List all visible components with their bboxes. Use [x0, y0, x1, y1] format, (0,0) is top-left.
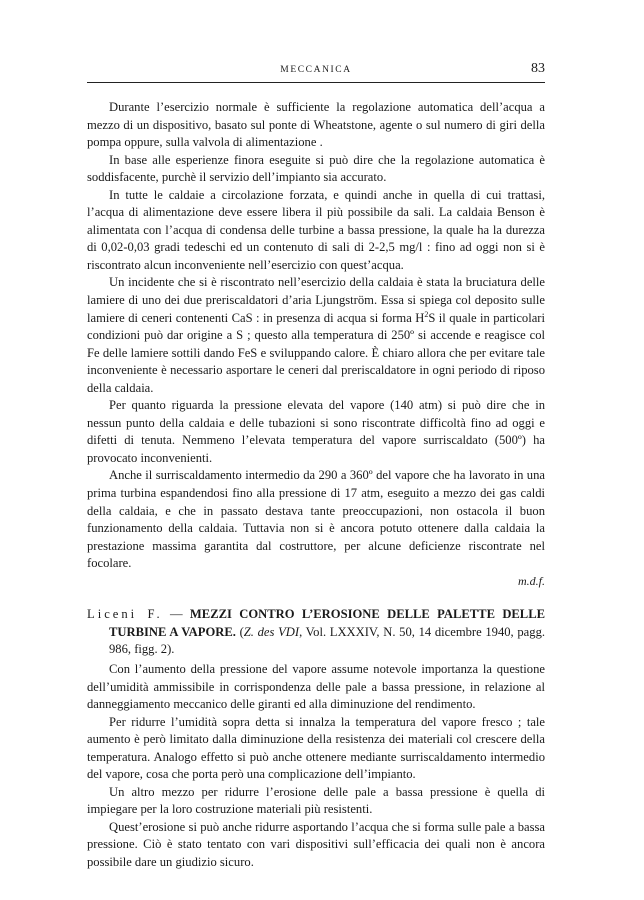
paragraph: Un altro mezzo per ridurre l’erosione delle pale a bassa pressione è quella di impiegare per la loro costruzione materiali più resistenti. [87, 784, 545, 817]
paragraph: Durante l’esercizio normale è sufficiente la regolazione automatica dell’acqua a mezzo di un dispositivo, basato sul ponte di Wheatstone, agente o sul numero di giri della pompa oppure, sulla valvola di alimentazione . [87, 100, 545, 150]
page [87, 58, 545, 872]
text-run: S il quale in particolari condizioni può dar origine a S ; questo alla temperatura di 250º si accende e reagisce col Fe delle lamiere sottili dando FeS e sviluppando calore. È chiaro allora che per evitare tale inconveniente è necessario asportare le ceneri dal preriscaldatore in ogni periodo di riposo della caldaia. [87, 310, 545, 395]
paragraph [87, 274, 545, 397]
paragraph: Con l’aumento della pressione del vapore assume notevole importanza la questione dell’umidità ammissibile in corrispondenza delle pale a bassa pressione, in relazione al danneggiamento meccanico delle giranti ed alla diminuzione del rendimento. [87, 661, 545, 712]
paragraph: Anche il surriscaldamento intermedio da 290 a 360º del vapore che ha lavorato in una prima turbina espandendosi fino alla pressione di 17 atm, eseguito a mezzo dei gas caldi della caldaia, e che in passato destava tante preoccupazioni, non ostacola il buon funzionamento della caldaia. Tuttavia non si è ancora potuto ottenere dalla caldaia la prestazione massima garantita dal costruttore, per alcune deficienze riscontrate nel focolare. [87, 468, 545, 571]
source-details: , Vol. LXXXIV, N. 50, 14 dicembre 1940, pagg. 986, figg. 2). [109, 624, 546, 657]
running-title: MECCANICA [280, 65, 352, 75]
paragraph: Quest’erosione si può anche ridurre asportando l’acqua che si forma sulle pale a bassa pressione. Ciò è stato tentato con vari dispositivi sull’efficacia dei quali non è ancora possibile dare un giudizio sicuro. [87, 819, 545, 869]
paragraph: Per quanto riguarda la pressione elevata del vapore (140 atm) si può dire che in nessun punto della caldaia e delle tubazioni si sono riscontrate difficoltà fino ad oggi e difetti di tenuta. Nemmeno l’elevata temperatura del vapore surriscaldato (500º) ha provocato inconvenienti. [87, 398, 545, 465]
article-erosion [87, 661, 545, 872]
text-run: Un incidente che si è riscontrato nell’esercizio della caldaia è stata la bruciatura delle lamiere di uno dei due preriscaldatori d’aria Ljungström. Essa si spiega col deposito sulle lamiere di ceneri contenenti CaS : in presenza di acqua si forma H [87, 275, 545, 325]
paragraph: Per ridurre l’umidità sopra detta si innalza la temperatura del vapore fresco ; tale aumento è però limitato dalla diminuzione della resistenza dei materiali col crescere della temperatura. Analogo effetto si può anche ottenere mediante surriscaldamento intermedio del vapore, cosa che porta però una complicazione dell’impianto. [87, 714, 545, 782]
page-number: 83 [531, 61, 545, 76]
source-open: ( [235, 624, 244, 639]
page-header [87, 58, 545, 80]
article-boiler-continuation [87, 99, 545, 573]
article-heading [87, 606, 545, 659]
author-signature: m.d.f. [518, 573, 545, 588]
heading-dash: — [162, 607, 190, 622]
superscript: 2 [424, 309, 429, 319]
paragraph: In tutte le caldaie a circolazione forzata, e quindi anche in quella di cui trattasi, l’acqua di alimentazione deve essere libera il più possibile da sali. La caldaia Benson è alimentata con l’acqua di condensa delle turbine a bassa pressione, la quale ha la durezza di 0,02-0,03 gradi tedeschi ed un contenuto di sali di 2-2,5 mg/l : fino ad oggi non si è riscontrato alcun inconveniente nell’esercizio con quest’acqua. [87, 187, 545, 272]
journal-name: Z. des VDI [243, 624, 300, 639]
article-author: Liceni F. [87, 607, 163, 622]
header-rule [87, 82, 545, 83]
article-title: MEZZI CONTRO L’EROSIONE DELLE PALETTE DELLE TURBINE A VAPORE. [109, 607, 546, 639]
paragraph: In base alle esperienze finora eseguite si può dire che la regolazione automatica è soddisfacente, purchè il servizio dell’impianto sia accurato. [87, 152, 545, 185]
